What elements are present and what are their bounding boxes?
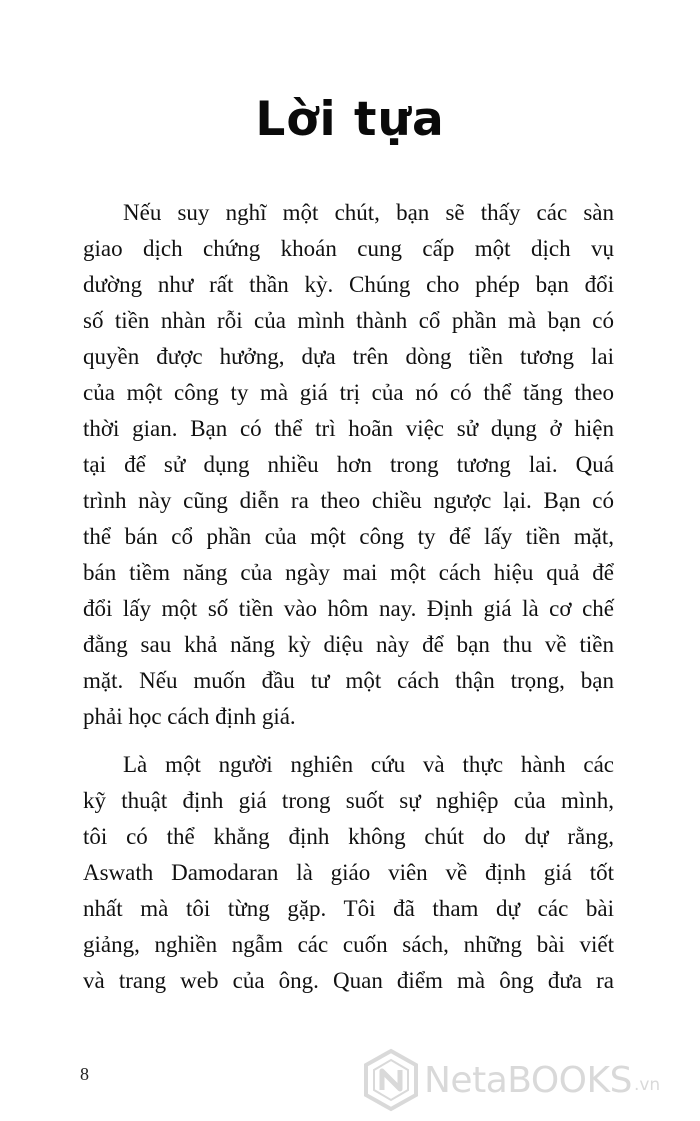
text-line: mặt. Nếu muốn đầu tư một cách thận trọng, bạn (83, 668, 614, 693)
text-line: tôi có thể khẳng định không chút do dự rằng, (83, 824, 614, 849)
text-line: số tiền nhàn rỗi của mình thành cổ phần mà bạn có (83, 308, 614, 333)
text-line: phải học cách định giá. (83, 704, 296, 729)
text-line: tại để sử dụng nhiều hơn trong tương lai. Quá (83, 452, 614, 477)
paragraph (83, 195, 614, 735)
text-line: Aswath Damodaran là giáo viên về định giá tốt (83, 860, 614, 885)
paragraph-gap (83, 735, 614, 747)
text-line: bán tiềm năng của ngày mai một cách hiệu quả để (83, 560, 614, 585)
text-line: kỹ thuật định giá trong suốt sự nghiệp của mình, (83, 788, 614, 813)
text-line: và trang web của ông. Quan điểm mà ông đưa ra (83, 968, 614, 993)
text-line: đổi lấy một số tiền vào hôm nay. Định giá là cơ chế (83, 596, 614, 621)
text-line: giao dịch chứng khoán cung cấp một dịch vụ (83, 236, 614, 261)
text-line: Nếu suy nghĩ một chút, bạn sẽ thấy các sàn (123, 200, 614, 225)
text-line: giảng, nghiền ngẫm các cuốn sách, những bài viết (83, 932, 614, 957)
page-title: Lời tựa (255, 92, 445, 147)
text-line: quyền được hưởng, dựa trên dòng tiền tương lai (83, 344, 614, 369)
body-text (83, 195, 614, 999)
page-number: 8 (80, 1064, 89, 1084)
paragraph (83, 747, 614, 999)
text-line: thời gian. Bạn có thể trì hoãn việc sử dụng ở hiện (83, 416, 614, 441)
text-line: của một công ty mà giá trị của nó có thể tăng theo (83, 380, 614, 405)
watermark-suffix: .vn (633, 1075, 661, 1095)
text-line: Là một người nghiên cứu và thực hành các (123, 752, 614, 777)
watermark-text: NetaBOOKS (424, 1059, 632, 1101)
watermark (362, 1045, 692, 1115)
text-line: thể bán cổ phần của một công ty để lấy tiền mặt, (83, 524, 614, 549)
n-logo-icon (362, 1048, 420, 1112)
text-line: đằng sau khả năng kỳ diệu này để bạn thu về tiền (83, 632, 614, 657)
text-line: dường như rất thần kỳ. Chúng cho phép bạn đổi (83, 272, 614, 297)
text-line: trình này cũng diễn ra theo chiều ngược lại. Bạn có (83, 488, 614, 513)
text-line: nhất mà tôi từng gặp. Tôi đã tham dự các bài (83, 896, 614, 921)
